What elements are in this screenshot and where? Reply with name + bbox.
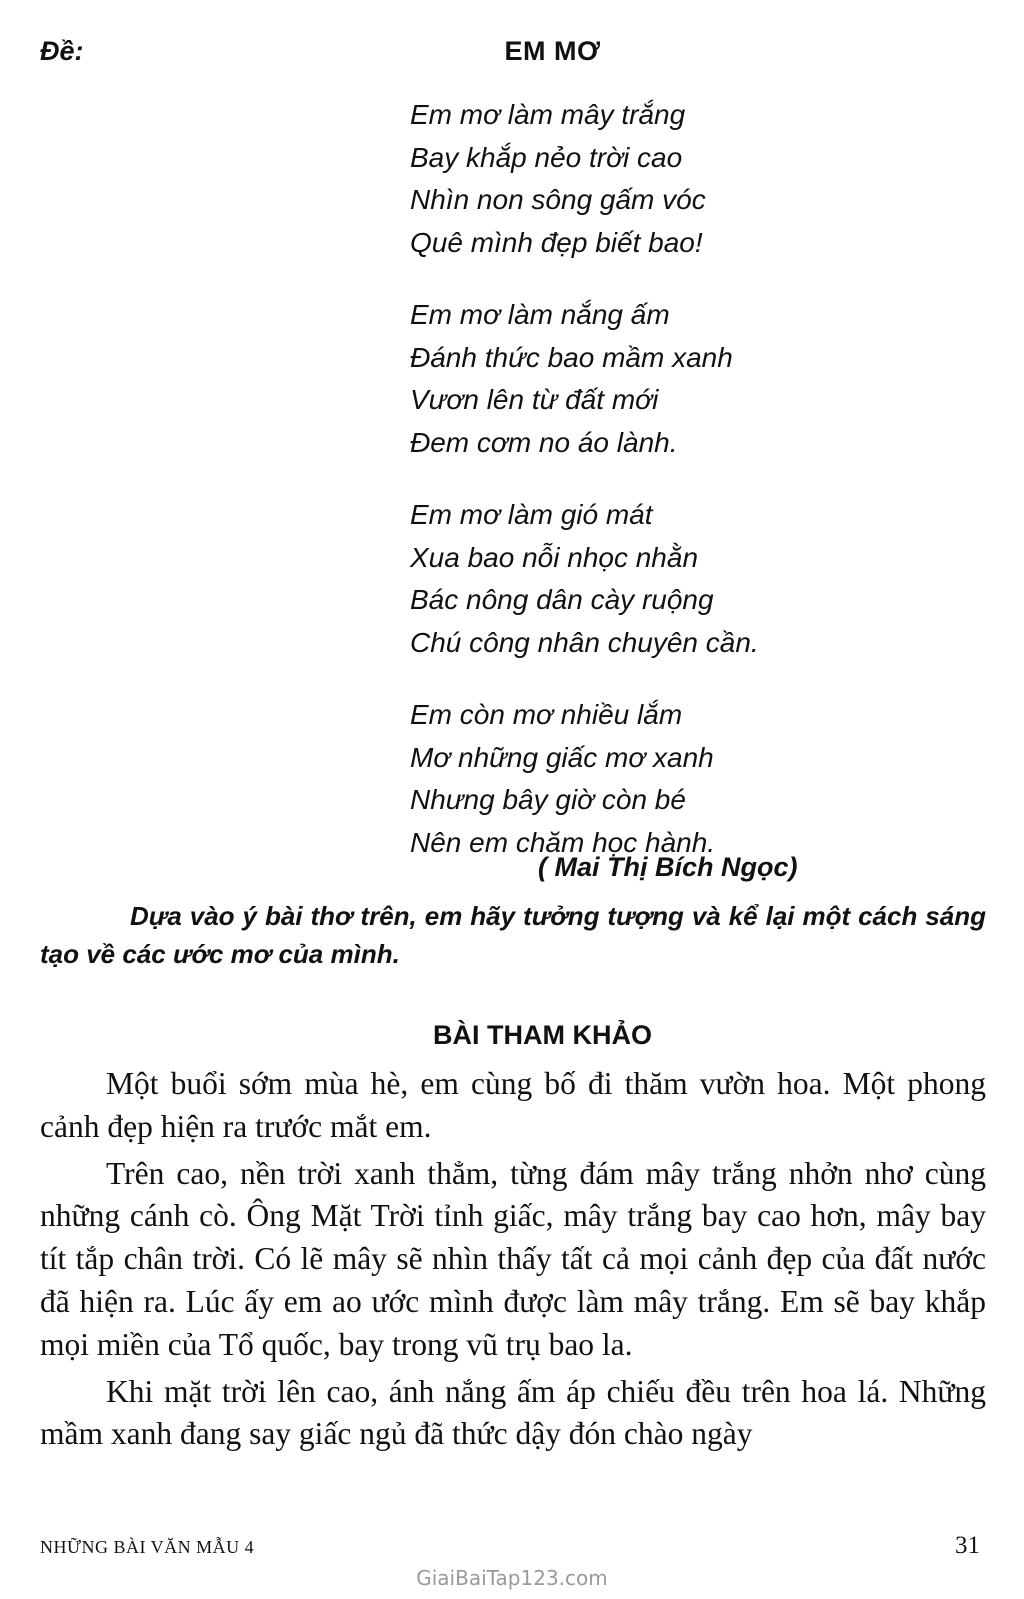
watermark-text: GiaiBaiTap123.com <box>416 1566 608 1590</box>
poem-stanza <box>410 294 759 464</box>
poem-line: Bay khắp nẻo trời cao <box>410 141 683 173</box>
poem-line: Nhìn non sông gấm vóc <box>410 184 706 215</box>
poem-line: Bác nông dân cày ruộng <box>410 584 714 615</box>
poem-line: Em mơ làm nắng ấm <box>410 299 670 330</box>
poem-stanza <box>410 694 759 864</box>
poem-stanza <box>410 94 759 264</box>
exercise-prompt: Dựa vào ý bài thơ trên, em hãy tưởng tượng và kể lại một cách sáng tạo về các ước mơ của mình. <box>40 901 986 969</box>
poem-line: Xua bao nỗi nhọc nhằn <box>410 541 699 573</box>
poem-line: Em còn mơ nhiều lắm <box>410 699 683 730</box>
exercise-label: Đề: <box>40 36 84 66</box>
poem-line: Vươn lên từ đất mới <box>410 384 659 415</box>
reference-heading: BÀI THAM KHẢO <box>433 1020 652 1050</box>
essay-paragraph: Một buổi sớm mùa hè, em cùng bố đi thăm vườn hoa. Một phong cảnh đẹp hiện ra trước mắt em. <box>40 1066 986 1144</box>
essay-paragraph: Trên cao, nền trời xanh thẳm, từng đám mây trắng nhởn nhơ cùng những cánh cò. Ông Mặt Trời tỉnh giấc, mây trắng bay cao hơn, mây bay tít tắp chân trời. Có lẽ mây sẽ nhìn thấy tất cả mọi cảnh đẹp của đất nước đã hiện ra. Lúc ấy em ao ước mình được làm mây trắng. Em sẽ bay khắp mọi miền của Tổ quốc, bay trong vũ trụ bao la. <box>40 1155 986 1362</box>
poem-title: EM MƠ <box>504 36 601 66</box>
poem-line: Đem cơm no áo lành. <box>410 426 678 458</box>
reference-essay <box>40 1063 986 1460</box>
poem-line: Em mơ làm mây trắng <box>410 99 686 130</box>
poem-line: Nhưng bây giờ còn bé <box>410 784 686 815</box>
footer-book-title: NHỮNG BÀI VĂN MẪU 4 <box>40 1537 255 1557</box>
poem-line: Mơ những giấc mơ xanh <box>410 741 714 773</box>
poem-stanza <box>410 494 759 664</box>
poem <box>410 94 759 864</box>
poem-author: ( Mai Thị Bích Ngọc) <box>538 852 798 882</box>
poem-line: Nên em chăm học hành. <box>410 826 716 858</box>
poem-line: Quê mình đẹp biết bao! <box>410 226 703 258</box>
poem-line: Chú công nhân chuyên cần. <box>410 626 759 658</box>
footer-page-number: 31 <box>955 1532 980 1559</box>
poem-line: Em mơ làm gió mát <box>410 499 653 530</box>
poem-line: Đánh thức bao mầm xanh <box>410 341 733 373</box>
essay-paragraph: Khi mặt trời lên cao, ánh nắng ấm áp chiếu đều trên hoa lá. Những mầm xanh đang say giấc ngủ đã thức dậy đón chào ngày <box>40 1373 986 1452</box>
